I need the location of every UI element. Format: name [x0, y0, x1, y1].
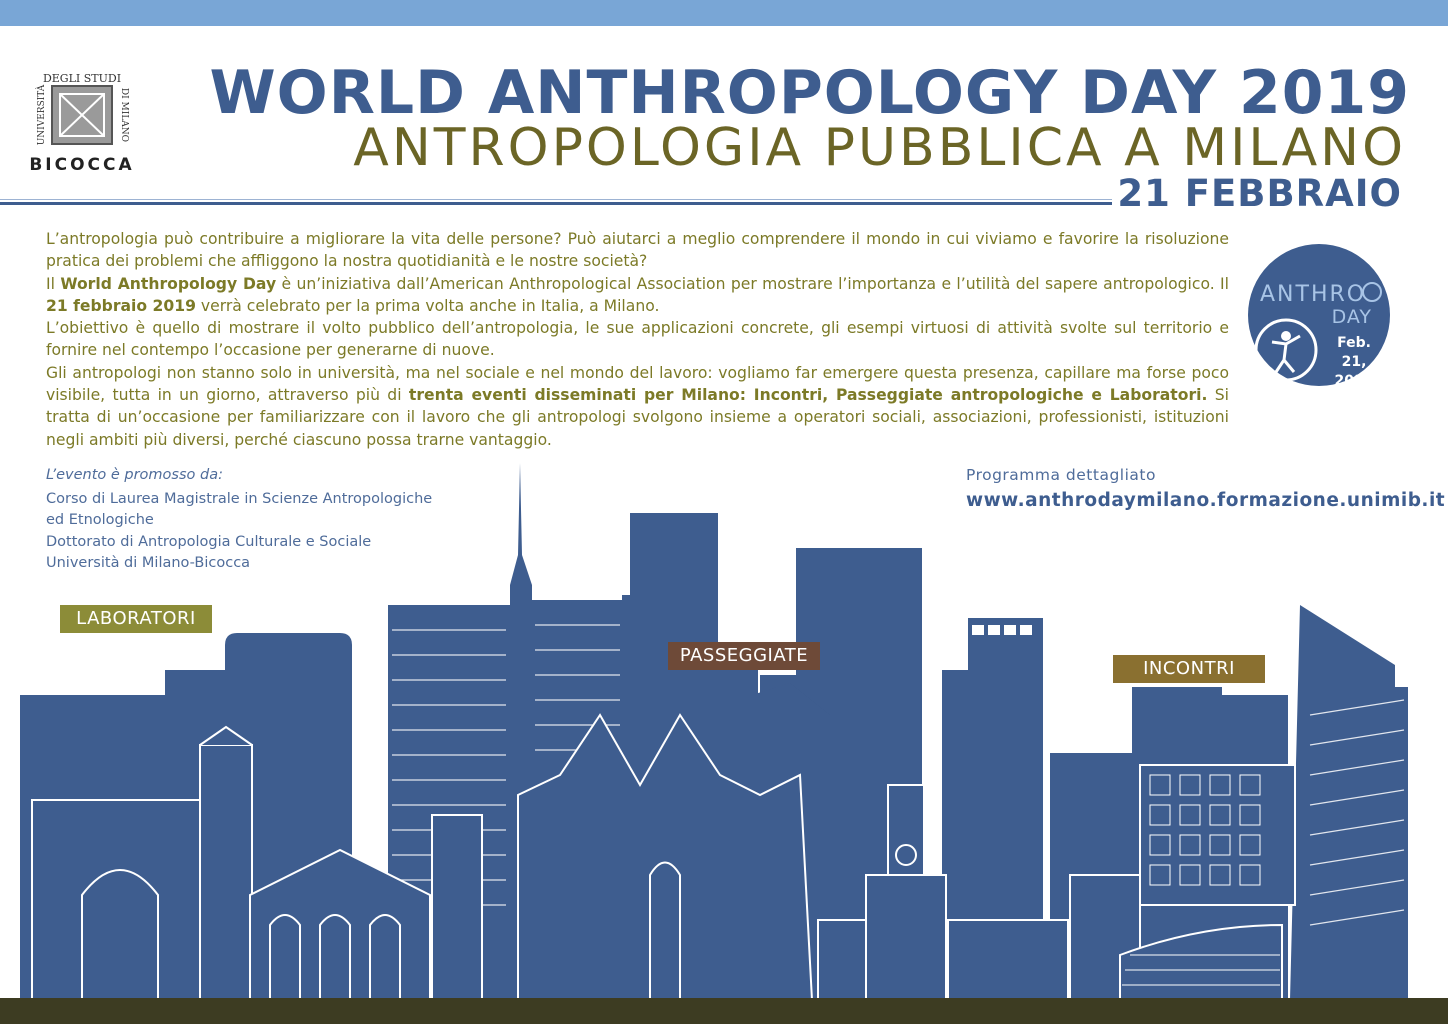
- intro-paragraph-3: L’obiettivo è quello di mostrare il volto pubblico dell’antropologia, le sue applicazioni concrete, gli esempi virtuosi di attività svolte sul territorio e fornire nel contempo l’occasione per generarne di nuove.: [46, 319, 1229, 360]
- tag-passeggiate: PASSEGGIATE: [668, 642, 820, 670]
- milan-skyline-illustration: [0, 455, 1448, 1000]
- promoter-line: Università di Milano-Bicocca: [46, 555, 251, 571]
- header-divider: [0, 202, 1112, 205]
- badge-day: DAY: [1331, 306, 1372, 328]
- badge-anthro: ANTHRO: [1260, 282, 1367, 307]
- badge-date: Feb. 21, 2019: [1334, 335, 1374, 389]
- logo-text-top: DEGLI STUDI: [42, 72, 122, 85]
- intro-paragraph-1: L’antropologia può contribuire a migliorare la vita delle persone? Può aiutarci a meglio comprendere il mondo in cui viviamo e favorire la risoluzione pratica dei problemi che affliggono la nostra quotidianità e le nostre società?: [46, 230, 1229, 271]
- top-color-bar: [0, 0, 1448, 26]
- promoter-line: Corso di Laurea Magistrale in Scienze Antropologiche: [46, 490, 433, 507]
- promoter-line: Dottorato di Antropologia Culturale e Sociale: [46, 533, 372, 550]
- program-url-link[interactable]: www.anthrodaymilano.formazione.unimib.it: [966, 490, 1446, 511]
- university-logo: [30, 70, 134, 178]
- intro-text: [46, 228, 1229, 451]
- tag-laboratori: LABORATORI: [60, 605, 212, 633]
- anthro-day-badge: [1248, 244, 1390, 389]
- logo-text-right: DI MILANO: [119, 87, 129, 143]
- intro-paragraph-2: Il World Anthropology Day è un’iniziativa dall’American Anthropological Association per mostrare l’importanza e l’utilità del sapere antropologico. Il 21 febbraio 2019 verrà celebrato per la prima volta anche in Italia, a Milano.: [46, 274, 1229, 315]
- page-subtitle: ANTROPOLOGIA PUBBLICA A MILANO: [353, 118, 1406, 178]
- intro-paragraph-4: Gli antropologi non stanno solo in università, ma nel sociale e nel mondo del lavoro: vogliamo far emergere questa presenza, capillare ma forse poco visibile, tutta in un giorno, attraverso più di trenta eventi disseminati per Milano: Incontri, Passeggiate antropologiche e Laboratori. Si tratta di un’occasione per familiarizzare con il lavoro che gli antropologi svolgono insieme a operatori sociali, associazioni, professionisti, istituzioni negli ambiti più diversi, perché ciascuno possa trarne vantaggio.: [46, 363, 1229, 449]
- program-label: Programma dettagliato: [966, 466, 1156, 484]
- promoter-line: ed Etnologiche: [46, 512, 154, 528]
- tag-incontri: INCONTRI: [1113, 655, 1265, 683]
- logo-text-left: UNIVERSITÀ: [37, 84, 47, 146]
- logo-text-bottom: BICOCCA: [30, 155, 134, 175]
- event-date: 21 FEBBRAIO: [1117, 172, 1402, 215]
- bottom-color-bar: [0, 998, 1448, 1024]
- page-title: WORLD ANTHROPOLOGY DAY 2019: [209, 58, 1410, 128]
- header-divider-thin: [0, 199, 1112, 200]
- promoters-label: L’evento è promosso da:: [46, 467, 223, 483]
